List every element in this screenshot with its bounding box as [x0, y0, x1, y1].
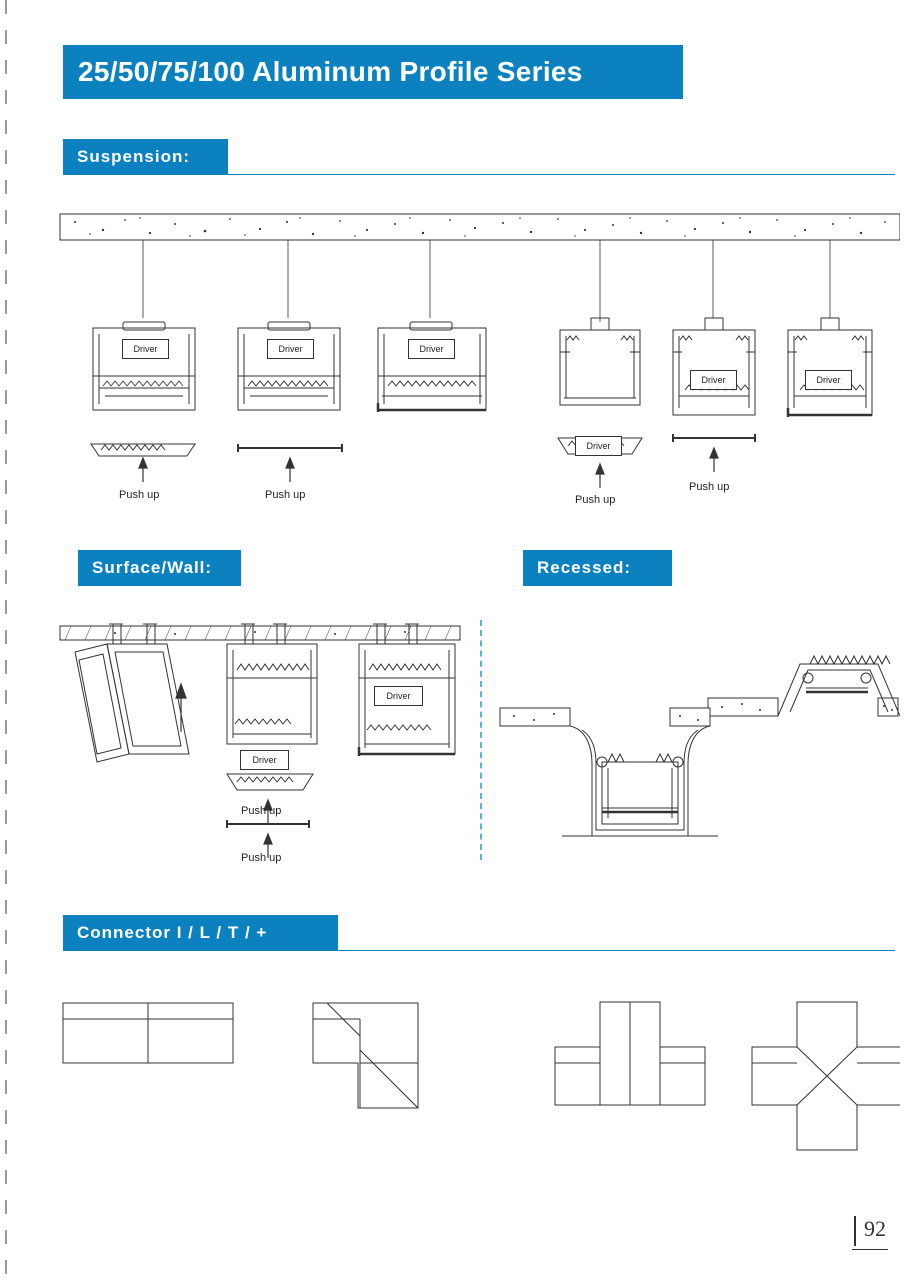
recessed-diagram: [490, 612, 900, 872]
connector-l: [313, 1003, 418, 1108]
push-up-label: Push up: [241, 852, 282, 864]
connector-i: [63, 1003, 233, 1063]
push-up-label: Push up: [689, 481, 730, 493]
connector-svg: [55, 985, 900, 1185]
push-up-label: Push up: [241, 805, 282, 817]
push-up-label: Push up: [119, 489, 160, 501]
driver-box: Driver: [122, 339, 169, 359]
page-number: 92: [864, 1216, 886, 1241]
section-header-suspension: Suspension:: [63, 139, 228, 175]
driver-box: Driver: [575, 436, 622, 456]
section-rule-connector: [338, 950, 895, 951]
surface-wall-svg: [55, 612, 475, 872]
section-header-surface-wall: Surface/Wall:: [78, 550, 241, 586]
recessed-svg: [490, 612, 900, 872]
driver-box: Driver: [408, 339, 455, 359]
page-number-bar: [854, 1216, 856, 1246]
driver-box: Driver: [267, 339, 314, 359]
section-header-connector: Connector I / L / T / +: [63, 915, 338, 951]
suspension-svg: [55, 200, 900, 510]
driver-box: Driver: [690, 370, 737, 390]
driver-box: Driver: [240, 750, 289, 770]
surface-wall-diagram: [55, 612, 475, 872]
driver-box: Driver: [805, 370, 852, 390]
section-header-recessed: Recessed:: [523, 550, 672, 586]
driver-box: Driver: [374, 686, 423, 706]
section-divider-dashed: [480, 620, 482, 860]
page-title: 25/50/75/100 Aluminum Profile Series: [63, 45, 683, 99]
push-up-label: Push up: [265, 489, 306, 501]
suspension-diagram: [55, 200, 900, 510]
connector-plus: [752, 1002, 900, 1150]
connector-diagram: [55, 985, 900, 1185]
connector-t: [555, 1002, 705, 1105]
push-up-label: Push up: [575, 494, 616, 506]
page-number-underline: [852, 1249, 888, 1250]
section-rule-suspension: [228, 174, 895, 175]
